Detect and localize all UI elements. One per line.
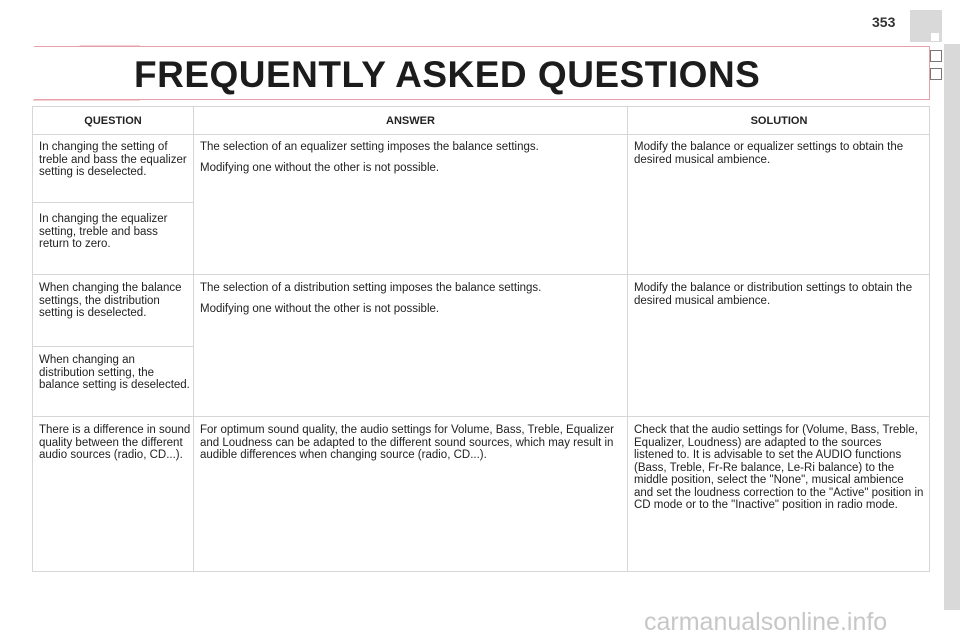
header-solution: SOLUTION bbox=[750, 115, 808, 127]
page-number: 353 bbox=[872, 14, 896, 30]
question-cell: In changing the setting of treble and bass the equalizer setting is deselected. bbox=[39, 141, 187, 178]
solution-cell: Check that the audio settings for (Volume, Bass, Treble, Equalizer, Loudness) are adapted to the sources listened to. It is advisable to set the AUDIO functions (Bass, Treble, Fr-Re balance, Le-Ri balance) to the middle position, select the "None", musical ambience and set the loudness correction to the "Active" position in CD mode or to the "Inactive" position in radio mode. bbox=[634, 424, 924, 511]
row-divider bbox=[33, 202, 193, 203]
column-divider bbox=[193, 107, 194, 571]
answer-cell bbox=[200, 141, 620, 182]
column-divider bbox=[627, 107, 628, 571]
header-question: QUESTION bbox=[84, 115, 142, 127]
row-divider bbox=[33, 416, 929, 417]
solution-cell: Modify the balance or equalizer settings to obtain the desired musical ambience. bbox=[634, 141, 904, 166]
answer-text: For optimum sound quality, the audio settings for Volume, Bass, Treble, Equalizer and Loudness can be adapted to the different sound sources, which may result in audible differences when changing source (radio, CD...). bbox=[200, 424, 614, 461]
answer-cell bbox=[200, 282, 620, 323]
question-cell: There is a difference in sound quality between the different audio sources (radio, CD...). bbox=[39, 424, 191, 461]
watermark: carmanualsonline.info bbox=[644, 608, 888, 636]
answer-text: Modifying one without the other is not possible. bbox=[200, 161, 440, 174]
solution-cell: Modify the balance or distribution settings to obtain the desired musical ambience. bbox=[634, 282, 913, 307]
checkbox-icon bbox=[930, 68, 942, 80]
side-strip bbox=[944, 44, 960, 610]
header-divider bbox=[33, 134, 929, 135]
row-divider bbox=[33, 274, 929, 275]
answer-cell bbox=[200, 424, 620, 470]
page-corner-marker bbox=[931, 33, 939, 41]
header-answer: ANSWER bbox=[386, 115, 435, 127]
answer-text: The selection of a distribution setting imposes the balance settings. bbox=[200, 282, 542, 294]
page-title: FREQUENTLY ASKED QUESTIONS bbox=[134, 54, 761, 95]
answer-text: Modifying one without the other is not possible. bbox=[200, 302, 440, 315]
question-cell: When changing an distribution setting, the balance setting is deselected. bbox=[39, 354, 190, 391]
faq-table bbox=[32, 106, 930, 572]
checkbox-icon bbox=[930, 50, 942, 62]
question-cell: When changing the balance settings, the distribution setting is deselected. bbox=[39, 282, 182, 319]
question-cell: In changing the equalizer setting, treble and bass return to zero. bbox=[39, 213, 168, 250]
row-divider bbox=[33, 346, 193, 347]
answer-text: The selection of an equalizer setting imposes the balance settings. bbox=[200, 141, 539, 153]
